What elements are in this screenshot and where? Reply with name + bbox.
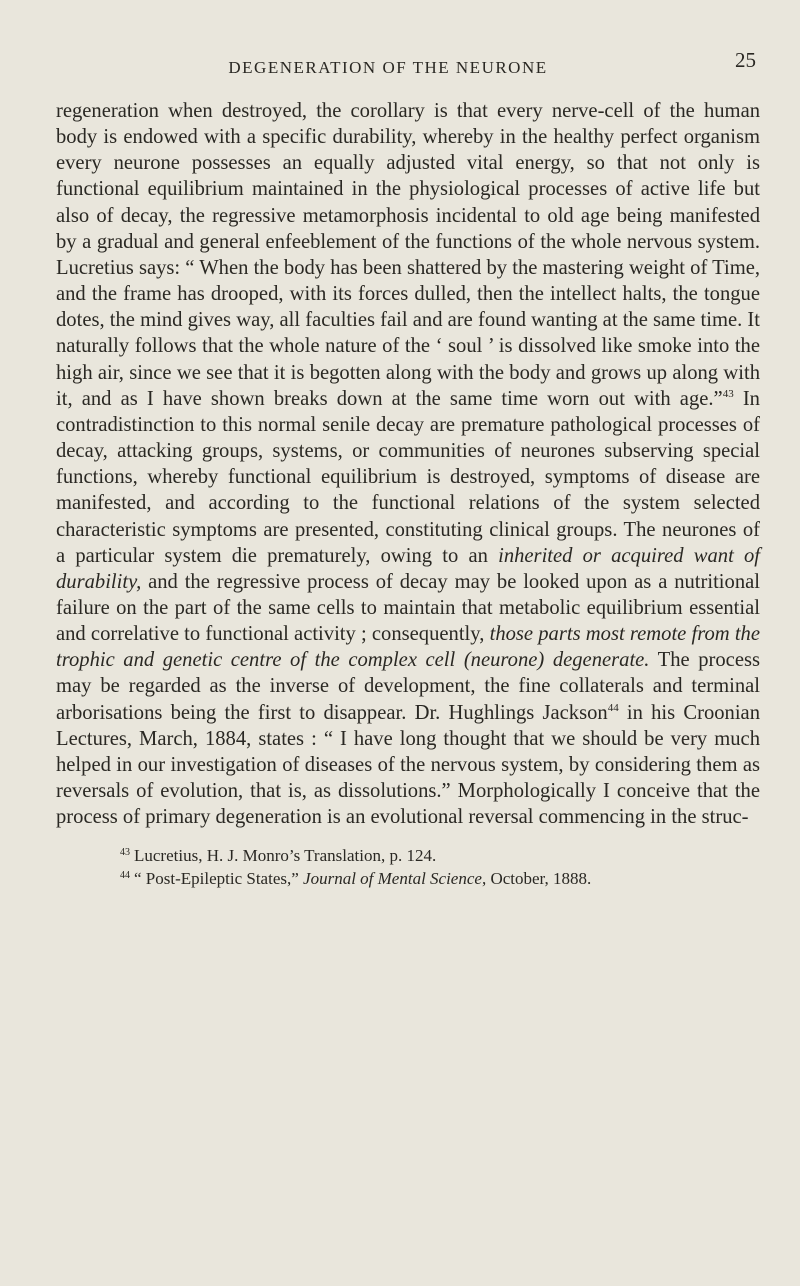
footnote-43 [120,844,760,867]
page-number: 25 [735,48,756,72]
footnote-text: Lucretius, H. J. Monro’s Translation, p. 124. [134,846,437,866]
footnote-ref-44[interactable]: 44 [607,701,619,714]
footnote-ref-43[interactable]: 43 [722,387,734,400]
italic-phrase: those parts most remote from the trophic and genetic centre of the complex cell (neurone) degenerate. [56,623,760,672]
body-text-part: The process may be regarded as the inverse of development, the fine collaterals and terminal arborisations being the first to disappear. Dr. Hughlings Jackson [56,649,760,724]
running-title: DEGENERATION OF THE NEURONE [228,58,548,77]
journal-title: Journal of Mental Science [303,869,482,889]
footnote-text: “ Post-Epileptic States,” [134,869,304,889]
footnote-44 [120,867,760,890]
body-text-part: in his Croonian Lectures, March, 1884, states : “ I have long thought that we should be very much helped in our investigation of diseases of the nervous system, by considering them as reversals of evolution, that is, as dissolutions.” Morphologically I conceive that the process of primary degeneration is an evolutional reversal commencing in the struc- [56,701,760,829]
italic-phrase: inherited or acquired want of durability, [56,544,760,593]
footnote-mark: 43 [120,846,130,858]
footnote-text: , October, 1888. [481,869,592,889]
footnotes [56,844,760,890]
running-header [56,48,760,82]
body-text-part: In contradistinction to this normal senile decay are premature pathological processes of decay, attacking groups, systems, or communities of neurones subserving special functions, whereby functional equilibrium is destroyed, symptoms of disease are manifested, and according to the functional relations of the system selected characteristic symptoms are presented, constituting clinical groups. The neurones of a particular system die prematurely, owing to an [56,387,760,567]
body-paragraph [56,98,760,830]
footnote-mark: 44 [120,869,130,881]
body-text-part: regeneration when destroyed, the corollary is that every nerve-cell of the human body is endowed with a specific durability, whereby in the healthy perfect organism every neurone possesses an equally adjusted vital energy, so that not only is functional equilibrium maintained in the physiological processes of active life but also of decay, the regressive metamorphosis incidental to old age being manifested by a gradual and general enfeeblement of the functions of the whole nervous system. Lucretius says: “ When the body has been shattered by the mastering weight of Time, and the frame has drooped, with its forces dulled, then the intellect halts, the tongue dotes, the mind gives way, all faculties fail and are found wanting at the same time. It naturally follows that the whole nature of the ‘ soul ’ is dissolved like smoke into the high air, since we see that it is begotten along with the body and grows up along with it, and as I have shown breaks down at the same time worn out with age.” [56,100,760,410]
body-text-part: and the regressive process of decay may be looked upon as a nutritional failure on the part of the same cells to maintain that metabolic equilibrium essential and correlative to functional activity ; consequently, [56,570,760,646]
